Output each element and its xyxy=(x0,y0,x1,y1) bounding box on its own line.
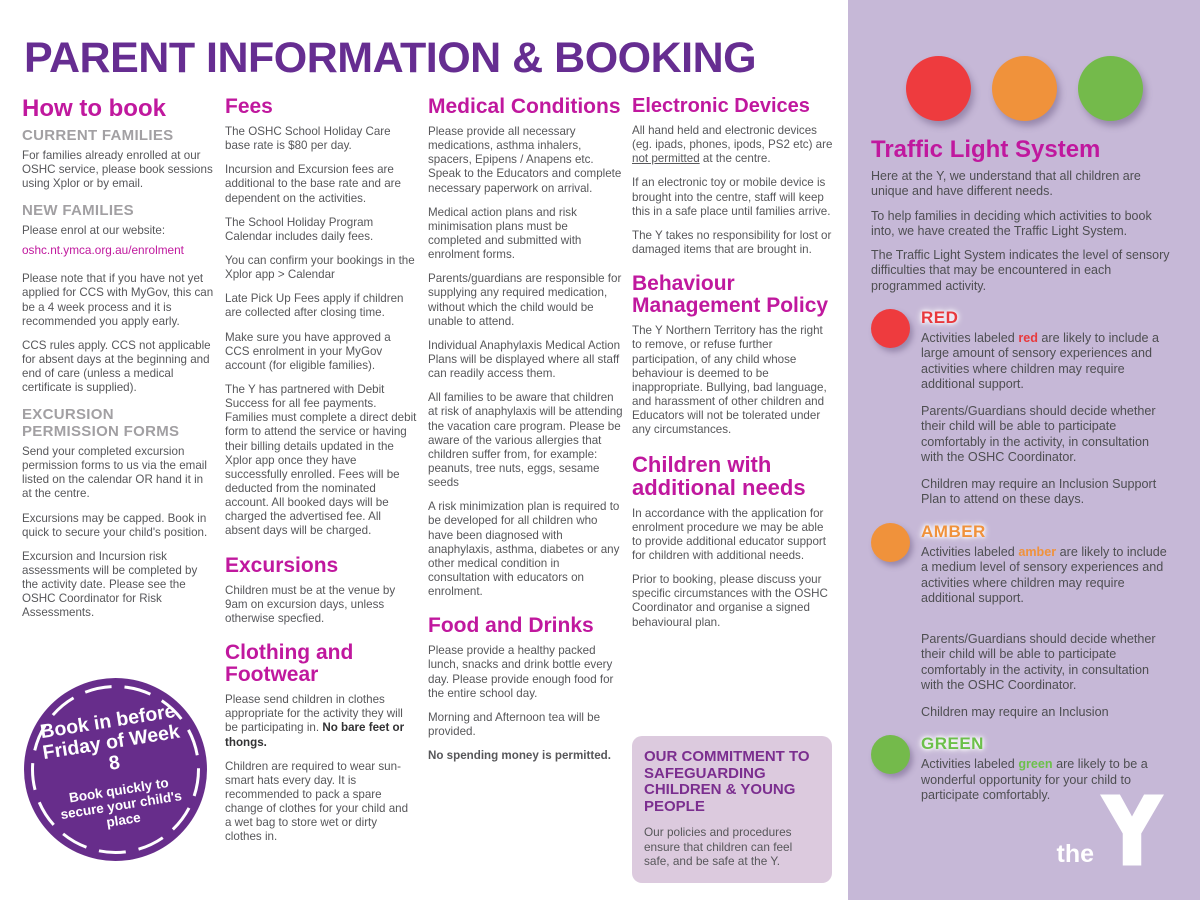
amber-p2: Parents/Guardians should decide whether their child will be able to participate comfortably in the activity, in consultation with the OSHC Coordinator. xyxy=(921,631,1156,693)
food-p2: Morning and Afternoon tea will be provided. xyxy=(428,710,601,739)
badge-text xyxy=(11,665,220,874)
clothing-p1 xyxy=(225,693,417,750)
amber-label: AMBER xyxy=(921,521,986,541)
clothing-p1-bold: No bare feet or thongs. xyxy=(225,721,405,749)
enrol-text: Please enrol at our website: xyxy=(22,224,166,238)
food-heading: Food and Drinks xyxy=(428,614,594,638)
green-p1-pre: Activities labeled xyxy=(921,757,1019,772)
excursion-capped-text: Excursions may be capped. Book in quick to secure your child's position. xyxy=(22,511,208,539)
column-medical xyxy=(428,96,624,773)
amber-gap xyxy=(921,618,1174,632)
red-p3: Children may require an Inclusion Support Plan to attend on these days. xyxy=(921,476,1157,507)
red-p2: Parents/Guardians should decide whether their child will be able to participate comfortably in the activity, in consultation with the OSHC Coordinator. xyxy=(921,403,1156,465)
y-glyph-icon xyxy=(1100,794,1164,866)
red-dot-icon xyxy=(871,309,910,348)
column-devices xyxy=(632,96,834,640)
clothing-p2: Children are required to wear sun-smart hats every day. It is recommended to pack a spare change of clothes for your child and a wet bag to store wet or dirty clothes in. xyxy=(225,759,409,844)
devices-p1 xyxy=(632,124,834,166)
medical-p2: Medical action plans and risk minimisation plans must be completed and submitted with enrolment forms. xyxy=(428,205,582,262)
badge-headline: Book in before Friday of Week 8 xyxy=(38,699,182,775)
clothing-p1-normal: Please send children in clothes appropriate for the activity they will be participating in. xyxy=(225,693,403,735)
page-title: PARENT INFORMATION & BOOKING xyxy=(24,34,757,82)
green-p1-post: are likely to be a wonderful opportunity for your child to participate comfortably. xyxy=(921,757,1148,803)
red-p1-pre: Activities labeled xyxy=(921,330,1019,345)
food-p3: No spending money is permitted. xyxy=(428,749,611,763)
ccs-note: Please note that if you have not yet applied for CCS with MyGov, this can be a 4 week process and it is recommended you apply early. xyxy=(22,272,214,328)
risk-assessments-text: Excursion and Incursion risk assessments will be completed by the activity date. Please see the OSHC Coordinator for Risk Assessments. xyxy=(22,549,198,620)
commitment-body: Our policies and procedures ensure that children can feel safe, and be safe at the Y. xyxy=(644,825,793,869)
medical-p5: All families to be aware that children at risk of anaphylaxis will be attending the vacation care program. Please be aware of the various allergies that children suffer from, for example: peanuts, tree nuts, eggs, sesame seeds xyxy=(428,391,623,490)
badge-subline: Book quickly to secure your child's place xyxy=(59,774,183,831)
excursions-p1: Children must be at the venue by 9am on excursion days, unless otherwise specfied. xyxy=(225,583,396,625)
devices-p1-underline: not permitted xyxy=(632,152,700,166)
traffic-light-sidebar xyxy=(848,0,1200,900)
devices-p3: The Y takes no responsibility for lost or damaged items that are brought in. xyxy=(632,228,832,256)
behaviour-heading: Behaviour Management Policy xyxy=(632,272,829,318)
additional-needs-p2: Prior to booking, please discuss your specific circumstances with the OSHC Coordinator and organise a signed behavioural plan. xyxy=(632,573,828,629)
fees-p7: The Y has partnered with Debit Success for all fee payments. Families must complete a direct debit form to attend the service or having their billing details updated in the Xplor app once they have successfully enrolled. Fees will be deducted from the nominated account. All booked days will be charged the advertised fee. All absent days will be charged. xyxy=(225,383,417,538)
commitment-heading: OUR COMMITMENT TO SAFEGUARDING CHILDREN & YOUNG PEOPLE xyxy=(644,748,810,815)
ccs-rules: CCS rules apply. CCS not applicable for absent days at the beginning and end of care (unless a medical certificate is supplied). xyxy=(22,338,211,395)
additional-needs-heading: Children with additional needs xyxy=(632,452,806,501)
fees-p1: The OSHC School Holiday Care base rate is $80 per day. xyxy=(225,125,391,153)
new-families-subheading: NEW FAMILIES xyxy=(22,202,134,220)
medical-p1: Please provide all necessary medications, asthma inhalers, spacers, Epipens / Anapens etc. Speak to the Educators and complete necessary paperwork on arrival. xyxy=(428,125,622,195)
clothing-heading: Clothing and Footwear xyxy=(225,641,354,687)
fees-heading: Fees xyxy=(225,95,273,118)
amber-p1-pre: Activities labeled xyxy=(921,544,1019,559)
fees-p3: The School Holiday Program Calendar includes daily fees. xyxy=(225,215,374,243)
column-how-to-book xyxy=(22,96,214,631)
book-in-badge xyxy=(24,678,207,861)
medical-p6: A risk minimization plan is required to be developed for all children who have been diagnosed with anaphylaxis, asthma, diabetes or any other medical condition in consultation with educators on enrolment. xyxy=(428,500,620,599)
green-circle-icon xyxy=(1078,56,1143,121)
devices-p2: If an electronic toy or mobile device is brought into the centre, staff will keep this in a safe place until families arrive. xyxy=(632,176,831,218)
red-p1-word: red xyxy=(1018,330,1038,345)
red-p1-post: are likely to include a large amount of sensory experiences and activities where children may require additional support. xyxy=(921,330,1160,392)
medical-heading: Medical Conditions xyxy=(428,95,621,118)
green-p1-word: green xyxy=(1018,757,1053,772)
traffic-intro-1: Here at the Y, we understand that all children are unique and have different needs. xyxy=(871,169,1141,199)
current-families-text: For families already enrolled at our OSHC service, please book sessions using Xplor or by email. xyxy=(22,148,213,191)
the-y-logo xyxy=(1057,794,1165,866)
green-label: GREEN xyxy=(921,734,984,754)
fees-p2: Incursion and Excursion fees are additional to the base rate and are dependent on the activities. xyxy=(225,163,401,205)
how-to-book-heading: How to book xyxy=(22,95,166,122)
red-p1 xyxy=(921,331,1174,393)
fees-p4: You can confirm your bookings in the Xplor app > Calendar xyxy=(225,254,415,282)
amber-dot-icon xyxy=(871,523,910,562)
traffic-intro-2: To help families in deciding which activities to book into, we have created the Traffic Light System. xyxy=(871,208,1152,238)
amber-p3: Children may require an Inclusion xyxy=(921,704,1109,719)
amber-circle-icon xyxy=(992,56,1057,121)
excursion-permission-subheading: EXCURSION PERMISSION FORMS xyxy=(22,406,180,441)
amber-p1-word: amber xyxy=(1018,544,1057,559)
excursion-forms-text: Send your completed excursion permission forms to us via the email listed on the calendar OR hand it in at the centre. xyxy=(22,445,207,501)
traffic-lights-row xyxy=(848,56,1200,121)
food-p1: Please provide a healthy packed lunch, snacks and drink bottle every day. Please provide enough food for the entire school day. xyxy=(428,644,614,700)
amber-p1 xyxy=(921,545,1174,607)
behaviour-p1: The Y Northern Territory has the right to remove, or refuse further participation, of any child whose behaviour is deemed to be inappropriate. Bullying, bad language, and harassment of other children and Educators will not be tolerated under any circumstances. xyxy=(632,324,827,437)
devices-p1-post: at the centre. xyxy=(699,152,771,166)
traffic-intro-3: The Traffic Light System indicates the level of sensory difficulties that may be encountered in each programmed activity. xyxy=(871,248,1170,293)
red-label: RED xyxy=(921,307,959,327)
devices-p1-pre: All hand held and electronic devices (eg. ipads, phones, ipods, PS2 etc) are xyxy=(632,124,833,152)
traffic-item-red xyxy=(871,308,1174,508)
fees-p6: Make sure you have approved a CCS enrolment in your MyGov account (for eligible families). xyxy=(225,330,391,372)
column-fees xyxy=(225,96,417,855)
medical-p3: Parents/guardians are responsible for supplying any required medication, without which the child would be unable to attend. xyxy=(428,272,622,328)
current-families-subheading: CURRENT FAMILIES xyxy=(22,127,174,145)
excursions-heading: Excursions xyxy=(225,553,339,577)
traffic-item-amber xyxy=(871,522,1174,720)
additional-needs-p1: In accordance with the application for enrolment procedure we may be able to provide additional educator support for children with additional needs. xyxy=(632,506,827,562)
devices-heading: Electronic Devices xyxy=(632,95,810,117)
fees-p5: Late Pick Up Fees apply if children are collected after closing time. xyxy=(225,292,404,320)
green-dot-icon xyxy=(871,735,910,774)
traffic-heading: Traffic Light System xyxy=(871,136,1101,163)
medical-p4: Individual Anaphylaxis Medical Action Plans will be displayed where all staff can readily access them. xyxy=(428,338,621,381)
commitment-box xyxy=(632,736,832,883)
amber-p1-post: are likely to include a medium level of sensory experiences and activities where children may require additional support. xyxy=(921,544,1167,606)
logo-the-text: the xyxy=(1056,840,1094,868)
enrolment-link[interactable]: oshc.nt.ymca.org.au/enrolment xyxy=(22,243,184,258)
red-circle-icon xyxy=(906,56,971,121)
